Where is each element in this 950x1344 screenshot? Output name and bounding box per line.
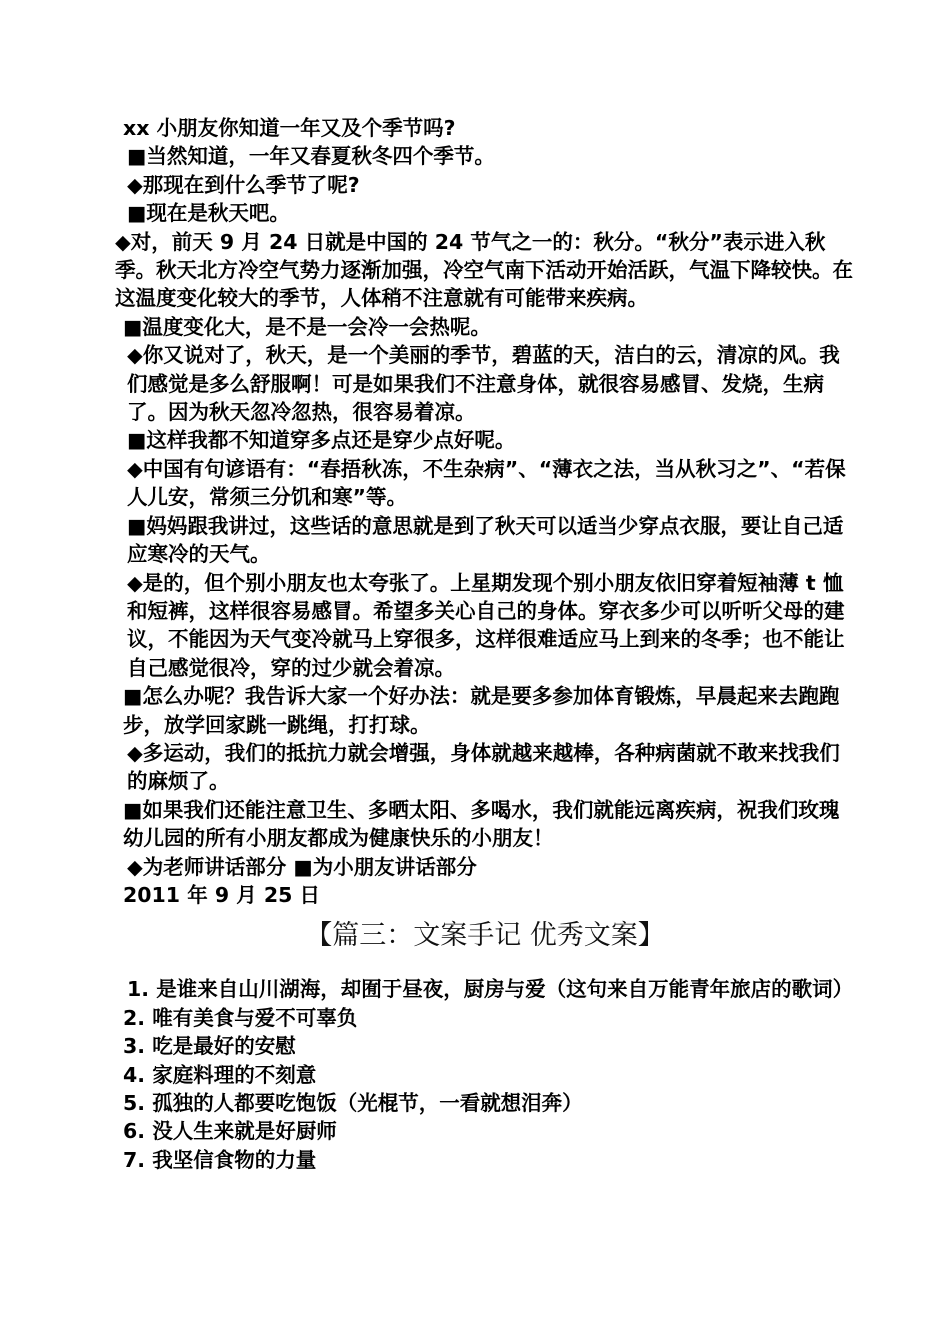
list-item: 6. 没人生来就是好厨师 xyxy=(123,1119,337,1144)
dialogue-paragraph: ◆对，前天 9 月 24 日就是中国的 24 节气之一的：秋分。“秋分”表示进入秋季。秋天北方冷空气势力逐渐加强，冷空气南下活动开始活跃，气温下降较快。在这温度变化较大的季节，人体稍不注意就有可能带来疾病。 xyxy=(115,229,853,311)
dialogue-paragraph: ■温度变化大，是不是一会冷一会热呢。 xyxy=(123,314,491,339)
dialogue-paragraph: ◆多运动，我们的抵抗力就会增强，身体就越来越棒，各种病菌就不敢来找我们的麻烦了。 xyxy=(127,740,840,794)
dialogue-paragraph: ◆那现在到什么季节了呢? xyxy=(127,172,360,197)
dialogue-paragraph: ■妈妈跟我讲过，这些话的意思就是到了秋天可以适当少穿点衣服，要让自己适应寒冷的天气。 xyxy=(127,513,844,567)
list-item: 3. 吃是最好的安慰 xyxy=(123,1034,296,1059)
dialogue-paragraph: ■这样我都不知道穿多点还是穿少点好呢。 xyxy=(127,428,516,453)
dialogue-paragraph: ◆是的，但个别小朋友也太夸张了。上星期发现个别小朋友依旧穿着短袖薄 t 恤和短裤，这样很容易感冒。希望多关心自己的身体。穿衣多少可以听听父母的建议，不能因为天气变冷就马上穿很多，这样很难适应马上到来的冬季；也不能让自己感觉很冷，穿的过少就会着凉。 xyxy=(127,570,845,680)
dialogue-paragraph: ■现在是秋天吧。 xyxy=(127,201,290,226)
copywriting-list xyxy=(115,975,855,1174)
dialogue-paragraph: ■怎么办呢？我告诉大家一个好办法：就是要多参加体育锻炼，早晨起来去跑跑步，放学回家跳一跳绳，打打球。 xyxy=(123,684,840,737)
dialogue-section xyxy=(115,114,855,909)
list-item: 2. 唯有美食与爱不可辜负 xyxy=(123,1005,358,1030)
dialogue-paragraph: ◆你又说对了，秋天，是一个美丽的季节，碧蓝的天，洁白的云，清凉的风。我们感觉是多么舒服啊！可是如果我们不注意身体，就很容易感冒、发烧，生病了。因为秋天忽冷忽热，很容易着凉。 xyxy=(127,343,840,425)
list-item: 1. 是谁来自山川湖海，却囿于昼夜，厨房与爱（这句来自万能青年旅店的歌词） xyxy=(127,977,854,1002)
dialogue-paragraph: 2011 年 9 月 25 日 xyxy=(123,882,321,907)
section-heading: 【篇三：文案手记 优秀文案】 xyxy=(305,920,665,952)
dialogue-paragraph: ◆中国有句谚语有：“春捂秋冻，不生杂病”、“薄衣之法，当从秋习之”、“若保人儿安，常须三分饥和寒”等。 xyxy=(127,456,846,510)
dialogue-paragraph: xx 小朋友你知道一年又及个季节吗? xyxy=(123,116,456,140)
dialogue-paragraph: ■当然知道，一年又春夏秋冬四个季节。 xyxy=(127,144,495,169)
list-item: 4. 家庭料理的不刻意 xyxy=(123,1062,317,1087)
list-item: 7. 我坚信食物的力量 xyxy=(123,1147,317,1172)
list-item: 5. 孤独的人都要吃饱饭（光棍节，一看就想泪奔） xyxy=(123,1091,583,1115)
document-body xyxy=(115,114,855,1174)
dialogue-paragraph: ◆为老师讲话部分 ■为小朋友讲话部分 xyxy=(127,854,477,879)
dialogue-paragraph: ■如果我们还能注意卫生、多晒太阳、多喝水，我们就能远离疾病，祝我们玫瑰幼儿园的所有小朋友都成为健康快乐的小朋友！ xyxy=(123,797,840,851)
